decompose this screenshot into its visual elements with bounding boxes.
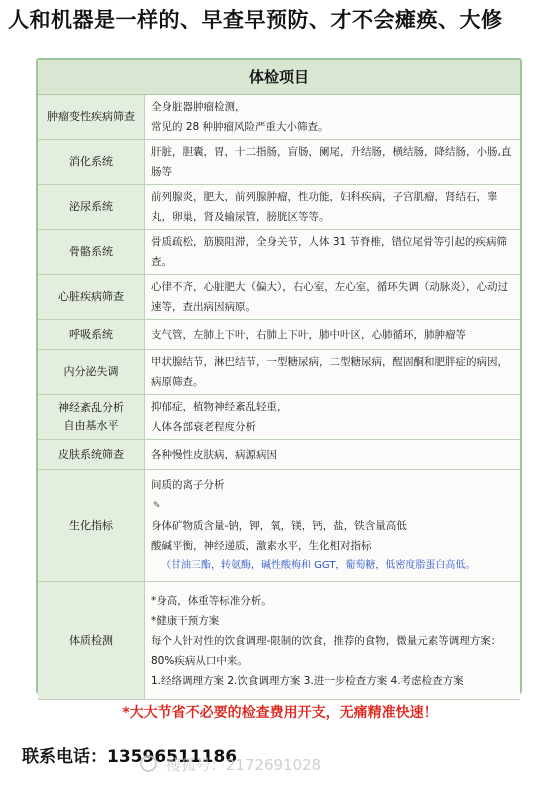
category-label: 皮肤系统筛查 (58, 447, 124, 461)
category-label: 肿瘤变性疾病筛查 (47, 110, 135, 123)
description-line: 骨质疏松，筋膜阻滞，全身关节，人体 31 节脊椎，错位尾骨等引起的疾病筛查。 (151, 236, 508, 268)
table-row (38, 230, 520, 275)
category-label: 消化系统 (69, 155, 113, 168)
row-category (38, 470, 145, 582)
row-category (38, 440, 145, 470)
table-row (38, 275, 520, 320)
category-label: 泌尿系统 (69, 200, 113, 213)
category-label: 骨骼系统 (69, 245, 113, 258)
description-line: 心律不齐，心脏肥大（偏大），右心室，左心室，循环失调（动脉炎），心动过速等，查出病因病原。 (151, 281, 508, 313)
table-row (38, 95, 520, 140)
category-label: 心脏疾病筛查 (58, 290, 124, 303)
exam-items-table (38, 95, 520, 700)
row-description (145, 140, 521, 185)
row-category (38, 275, 145, 320)
description-line: 前列腺炎，肥大，前列腺肿瘤，性功能，妇科疾病，子宫肌瘤，肾结石，睾丸，卵巢，肾及输尿管，膀胱区等等。 (151, 191, 498, 223)
card-title: 体检项目 (38, 60, 520, 95)
table-row (38, 395, 520, 440)
description-line: 每个人针对性的饮食调理-限制的饮食，推荐的食物，微量元素等调理方案： (151, 634, 502, 647)
table-row (38, 582, 520, 700)
description-line: 各种慢性皮肤病，病源病因 (151, 448, 277, 461)
description-line: 肝脏，胆囊，胃，十二指肠，盲肠，阑尾，升结肠，横结肠，降结肠，小肠,直肠等 (151, 146, 512, 178)
description-line: 全身脏器肿瘤检测， (151, 101, 246, 113)
contact-phone: 联系电话：13596511186 (22, 747, 238, 767)
watermark (140, 752, 321, 778)
description-line: 人体各部衰老程度分析 (151, 421, 256, 433)
description-line: 甲状腺结节，淋巴结节，一型糖尿病，二型糖尿病，酲固酮和肥胖症的病因，病原筛查。 (151, 356, 508, 388)
watermark-logo-icon (140, 755, 157, 772)
description-line: 支气管，左肺上下叶，右肺上下叶，肺中叶区，心肺循环，肺肿瘤等 (151, 328, 466, 341)
description-line: 80%疾病从口中来。 (151, 654, 248, 667)
pencil-icon: ✎ (153, 501, 161, 511)
row-category (38, 140, 145, 185)
table-row (38, 350, 520, 395)
highlight-line: （甘油三酯，转氨酶，碱性酸梅和 GGT，葡萄糖，低密度脂蛋白高低。 (161, 560, 476, 571)
row-description (145, 95, 521, 140)
row-category (38, 230, 145, 275)
footnote: *大大节省不必要的检查费用开支，无痛精准快速！ (122, 705, 438, 721)
watermark-text: 搜狐号：2172691028 (165, 756, 322, 774)
category-label: 神经紊乱分析 (58, 401, 124, 414)
table-row (38, 440, 520, 470)
row-description (145, 320, 521, 350)
row-category (38, 95, 145, 140)
row-description (145, 582, 521, 700)
headline: 人和机器是一样的、早查早预防、才不会瘫痪、大修 (8, 8, 503, 32)
row-category (38, 320, 145, 350)
row-description (145, 230, 521, 275)
row-description (145, 185, 521, 230)
row-description (145, 470, 521, 582)
category-label: 自由基水平 (63, 419, 119, 432)
description-line: *健康干预方案 (151, 614, 220, 627)
category-label: 生化指标 (69, 518, 113, 532)
row-description (145, 395, 521, 440)
table-row (38, 185, 520, 230)
description-line: 常见的 28 种肿瘤风险严重大小筛查。 (151, 121, 329, 133)
row-description (145, 275, 521, 320)
category-label: 呼吸系统 (69, 327, 113, 341)
description-line: 1.经络调理方案 2.饮食调理方案 3.进一步检查方案 4.考虑检查方案 (151, 674, 464, 687)
table-row (38, 470, 520, 582)
description-line: *身高，体重等标准分析。 (151, 594, 272, 607)
row-category (38, 350, 145, 395)
row-category (38, 582, 145, 700)
table-row (38, 140, 520, 185)
exam-items-card (36, 58, 522, 694)
row-category (38, 395, 145, 440)
row-description (145, 350, 521, 395)
description-line: 酸碱平衡，神经递质，激素水平，生化相对指标 (151, 540, 372, 552)
table-row (38, 320, 520, 350)
category-label: 内分泌失调 (63, 365, 119, 378)
description-line: 间质的离子分析 (151, 479, 225, 491)
description-line: 身体矿物质含量-钠，钾，氧，镁，钙，盐，铁含量高低 (151, 520, 407, 532)
description-line: 抑郁症，植物神经紊乱轻重， (151, 401, 288, 413)
row-description (145, 440, 521, 470)
category-label: 体质检测 (69, 633, 113, 647)
row-category (38, 185, 145, 230)
